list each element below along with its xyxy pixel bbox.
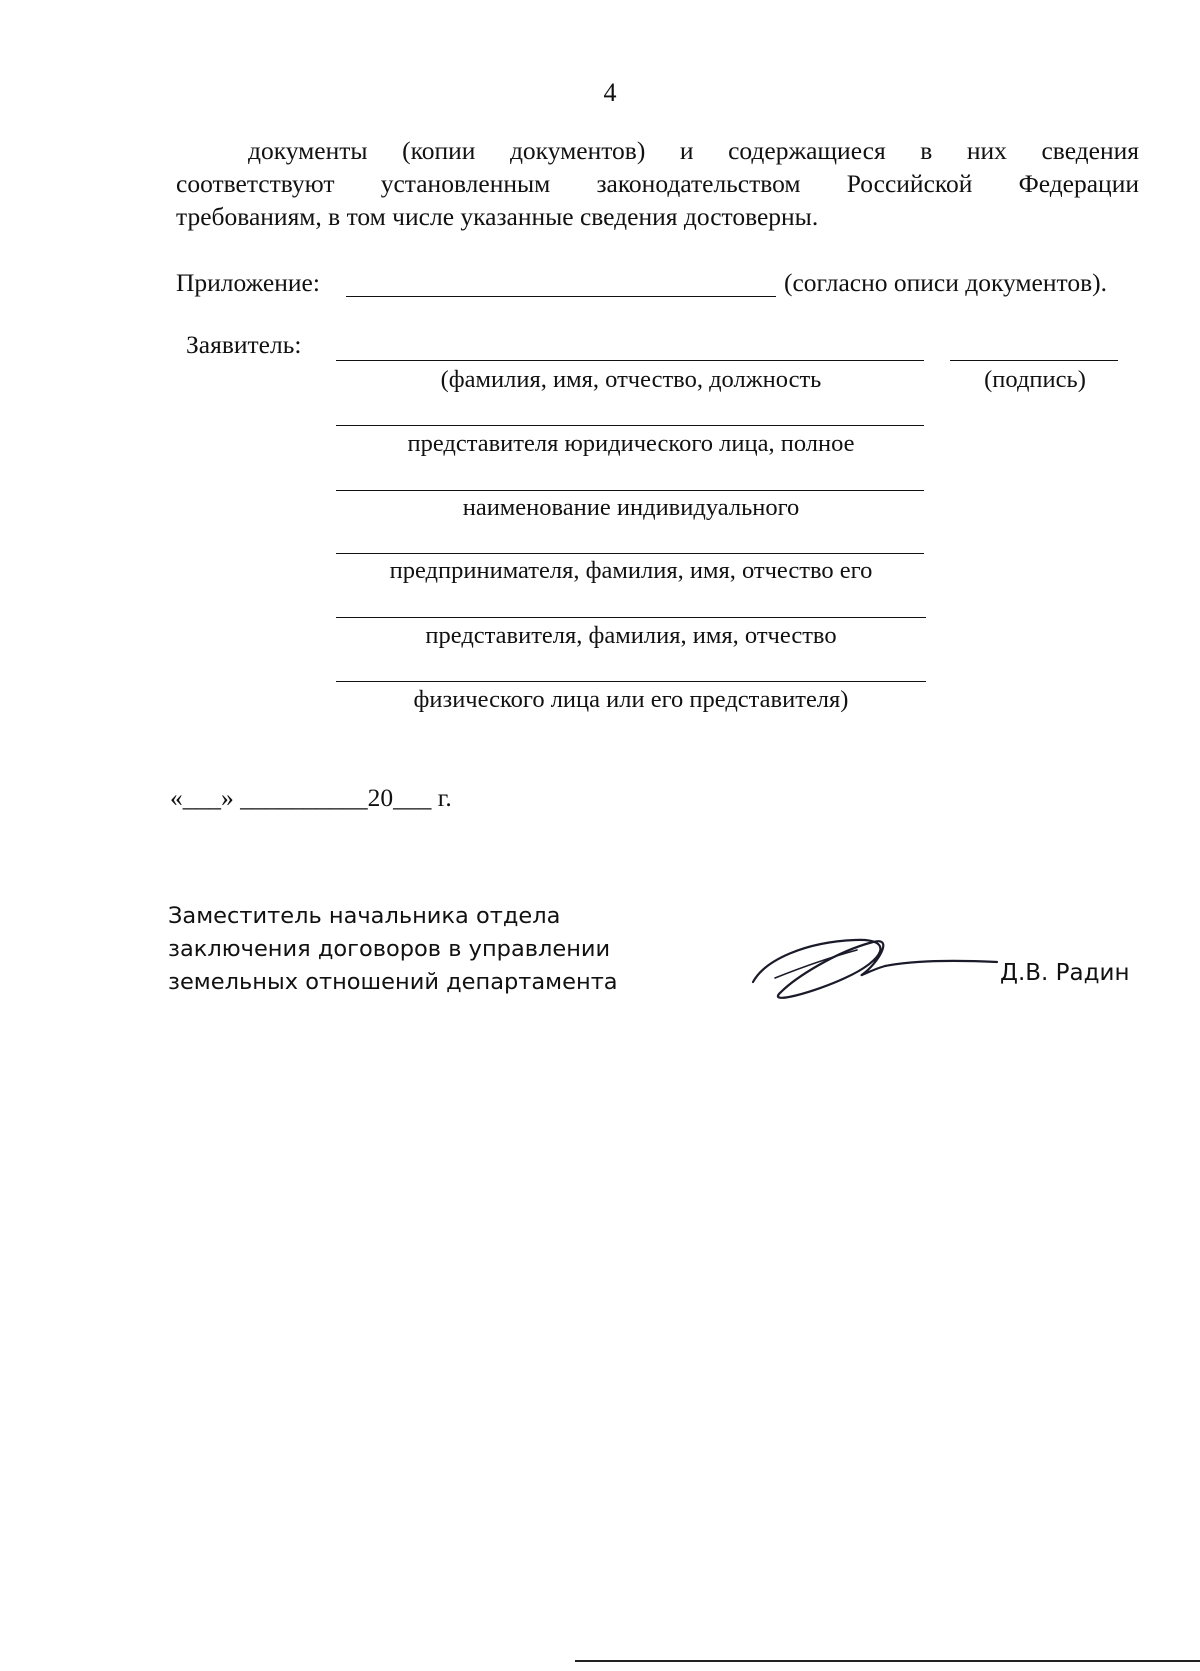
signature-blank-line	[950, 360, 1118, 361]
statement-paragraph	[176, 134, 1139, 233]
applicant-hint: представителя юридического лица, полное	[407, 430, 855, 457]
applicant-label: Заявитель:	[186, 330, 302, 359]
signer-name: Д.В. Радин	[1000, 960, 1130, 986]
page-number: 4	[603, 78, 617, 107]
applicant-hint: физического лица или его представителя)	[413, 686, 849, 713]
applicant-blank-line	[336, 553, 924, 554]
signature-hint: (подпись)	[984, 366, 1086, 393]
appendix-note: (согласно описи документов).	[784, 268, 1107, 297]
handwritten-signature	[745, 920, 1005, 1010]
applicant-hint: наименование индивидуального	[462, 494, 800, 521]
applicant-blank-line	[336, 360, 924, 361]
applicant-hint: представителя, фамилия, имя, отчество	[425, 622, 837, 649]
bottom-rule	[575, 1660, 1200, 1662]
applicant-blank-line	[336, 425, 924, 426]
position-line: Заместитель начальника отдела	[168, 903, 561, 929]
position-line: земельных отношений департамента	[168, 969, 618, 995]
paragraph-line: документы (копии документов) и содержащиеся в них сведения	[248, 136, 1139, 165]
paragraph-line: требованиям, в том числе указанные сведения достоверны.	[176, 202, 819, 231]
paragraph-line: соответствуют установленным законодательством Российской Федерации	[176, 169, 1139, 198]
applicant-blank-line	[336, 617, 926, 618]
position-line: заключения договоров в управлении	[168, 936, 611, 962]
applicant-blank-line	[336, 490, 924, 491]
date-line: «___» __________20___ г.	[170, 783, 452, 812]
signatory-position	[168, 900, 688, 999]
appendix-blank-line	[346, 296, 776, 297]
applicant-hint: (фамилия, имя, отчество, должность	[440, 366, 822, 393]
appendix-label: Приложение:	[176, 268, 320, 297]
applicant-hint: предпринимателя, фамилия, имя, отчество его	[389, 557, 873, 584]
applicant-blank-line	[336, 681, 926, 682]
